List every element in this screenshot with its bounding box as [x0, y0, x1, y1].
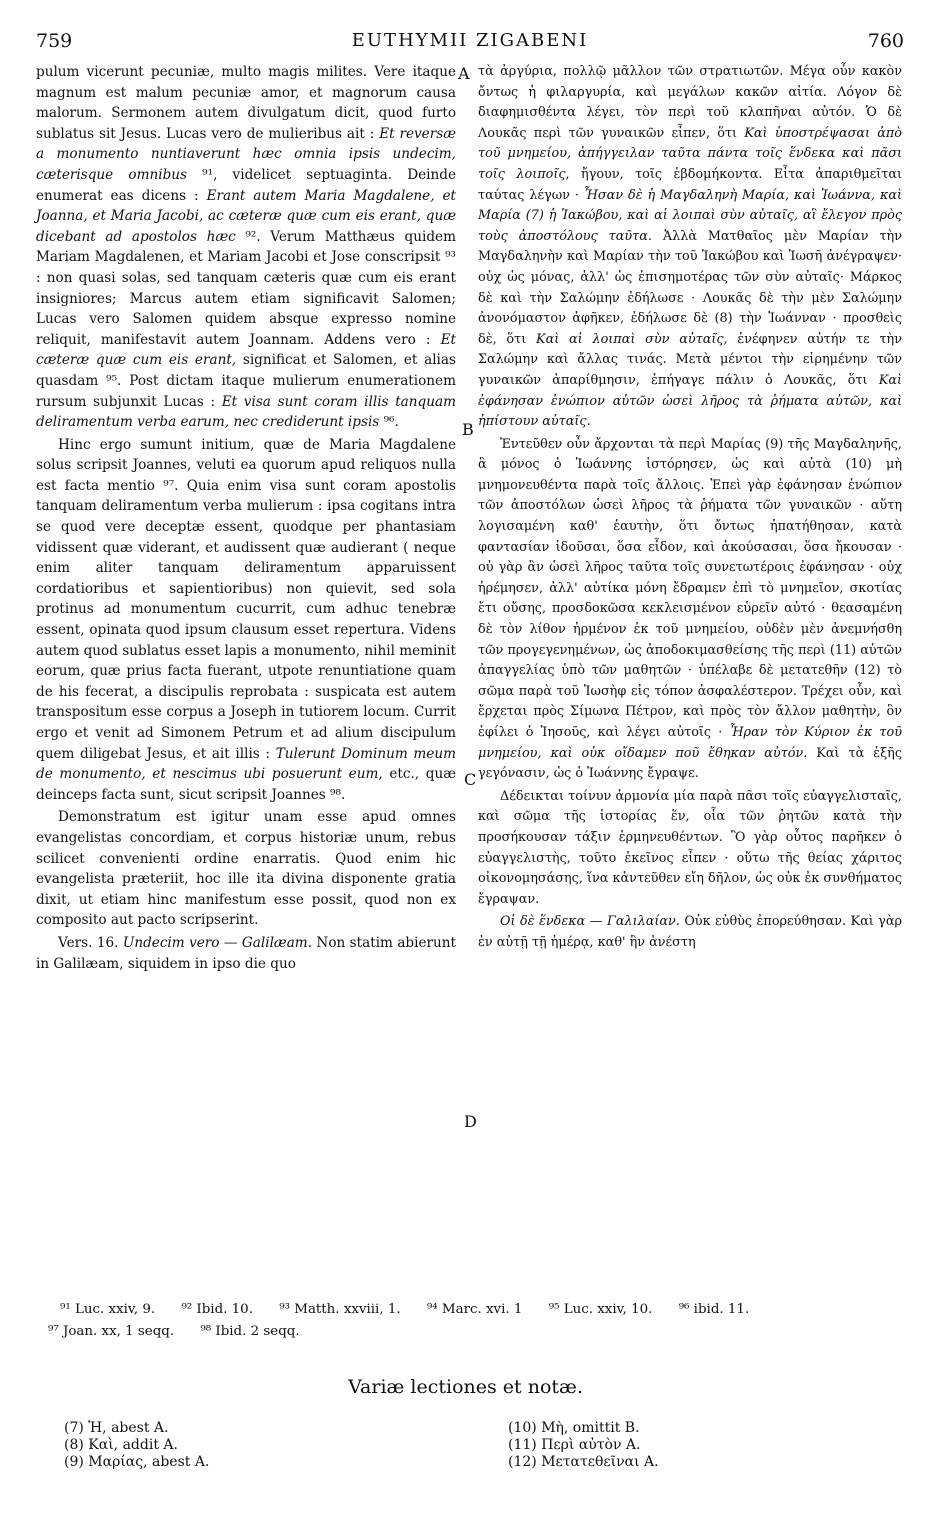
greek-text: Ἀλλὰ Ματθαῖος μὲν Μαρίαν τὴν Μαγδαληνὴν καὶ Μαρίαν τὴν τοῦ Ἰακώβου καὶ Ἰωσῆ ἀνέγραψεν· οὐχ ὡς μόνας, ἀλλ' ὡς ἐπισημοτέρας τῶν σὺν αὐταῖς· Μάρκος δὲ καὶ τὴν Σαλώμην ἐδήλωσε · Λουκᾶς δὲ τὴν μὲν Σαλώμην ἀνονόμαστον ἀφῆκεν, ἐδήλωσε δὲ (8) τὴν Ἰωάνναν · προσθεὶς δὲ, ὅτι	[478, 228, 902, 347]
latin-column	[36, 62, 456, 974]
latin-quote: Et cæteræ quæ cum eis erant,	[36, 331, 456, 369]
latin-text: ⁹². Verum Matthæus quidem Mariam Magdalenen, et Mariam Jacobi et Jose conscripsit ⁹³ : non quasi solas, sed tanquam cæteris quæ cum eis erant insigniores; Marcus autem etiam significavit Salomen; Lucas vero Salomen quidem absque expresso nomine reliquit, manifestavit autem Joannam. Addens vero :	[36, 228, 456, 348]
latin-quote: Undecim vero — Galilæam.	[122, 934, 313, 951]
page-number-left: 759	[36, 30, 73, 52]
variant-note: (12) Μετατεθεῖναι A.	[508, 1454, 659, 1470]
greek-paragraph-2	[478, 435, 902, 785]
greek-paragraph-3	[478, 787, 902, 911]
running-title: EUTHYMII ZIGABENI	[351, 30, 589, 51]
latin-quote: Erant autem Maria Magdalene, et Joanna, et Maria Jacobi, ac cæteræ quæ cum eis erant, quæ dicebant ad apostolos hæc	[36, 187, 457, 245]
greek-quote: Ἦσαν δὲ ἡ Μαγδαληνὴ Μαρία, καὶ Ἰωάννα, καὶ Μαρία (7) ἡ Ἰακώβου, καὶ αἱ λοιπαὶ σὺν αὐταῖς, αἳ ἔλεγον πρὸς τοὺς ἀποστόλους ταῦτα.	[478, 187, 902, 244]
footnote: ⁹³ Matth. xxviii, 1.	[279, 1302, 401, 1317]
latin-quote: Et reversæ a monumento nuntiaverunt hæc omnia ipsis undecim, cæterisque omnibus	[36, 125, 456, 183]
greek-text: , ἤγουν, τοῖς ἑβδομήκοντα. Εἶτα ἀπαριθμεῖται ταύτας λέγων ·	[478, 166, 902, 203]
marker-b: B	[462, 420, 474, 439]
footnote: ⁹² Ibid. 10.	[181, 1302, 253, 1317]
latin-quote: Tulerunt Dominum meum de monumento, et nescimus ubi posuerunt eum	[36, 745, 456, 783]
greek-text: Οὐκ εὐθὺς ἐπορεύθησαν. Καὶ γὰρ ἐν αὐτῇ τῇ ἡμέρᾳ, καθ' ἣν ἀνέστη	[478, 914, 902, 950]
greek-quote: Οἱ δὲ ἕνδεκα — Γαλιλαίαν.	[500, 914, 680, 930]
greek-paragraph-1	[478, 62, 902, 433]
greek-text: τὰ ἀργύρια, πολλῷ μᾶλλον τῶν στρατιωτῶν. Μέγα οὖν κακὸν ὄντως ἡ φιλαργυρία, καὶ μεγάλων κακῶν αἰτία. Λόγον δὲ διαφημισθέντα λέγει, τὸν περὶ τοῦ κλαπῆναι αὐτόν. Ὁ δὲ Λουκᾶς περὶ τῶν γυναικῶν εἶπεν, ὅτι	[478, 64, 902, 141]
footnote: ⁹¹ Luc. xxiv, 9.	[60, 1302, 156, 1317]
variant-note: (11) Περὶ αὐτὸν A.	[508, 1437, 641, 1453]
latin-text: significat et Salomen, et alias quasdam ⁹⁵. Post dictam itaque mulierum enumerationem rursum subjunxit Lucas :	[36, 352, 456, 410]
latin-text: pulum vicerunt pecuniæ, multo magis milites. Vere itaque magnum est malum pecuniæ amor, et magnorum causa malorum. Sermonem autem divulgatum dicit, quod furto sublatus sit Jesus. Lucas vero de mulieribus ait :	[36, 64, 456, 142]
latin-text: Demonstratum est igitur unam esse apud omnes evangelistas concordiam, et corpus historiæ unum, rebus scilicet convenienti ordine enarratis. Quod enim hic evangelista præteriit, hoc ille ita divina disponente gratia dixit, ut etiam hinc manifestum esse possit, quod non ex composito aut pacto scripserint.	[36, 809, 456, 929]
footnote: ⁹⁷ Joan. xx, 1 seqq.	[48, 1324, 175, 1339]
variant-note: (10) Μὴ, omittit B.	[508, 1420, 640, 1436]
variant-note: (8) Καὶ, addit A.	[64, 1437, 178, 1453]
variae-title: Variæ lectiones et notæ.	[348, 1376, 583, 1398]
footnote: ⁹⁴ Marc. xvi. 1	[426, 1302, 523, 1317]
latin-text: Non statim abierunt in Galilæam, siquidem in ipso die quo	[36, 934, 457, 972]
footnote: ⁹⁸ Ibid. 2 seqq.	[200, 1324, 300, 1339]
verse-reference: Vers. 16.	[58, 934, 123, 951]
greek-text: Καὶ τὰ ἑξῆς γεγόνασιν, ὡς ὁ Ἰωάννης ἔγραψε.	[478, 745, 902, 782]
greek-quote: Καὶ ὑποστρέψασαι ἀπὸ τοῦ μνημείου, ἀπήγγειλαν ταῦτα πάντα τοῖς ἕνδεκα καὶ πᾶσι τοῖς λοιποῖς	[478, 125, 902, 182]
greek-quote: Ἦραν τὸν Κύριον ἐκ τοῦ μνημείου, καὶ οὐκ οἴδαμεν ποῦ ἔθηκαν αὐτόν.	[478, 725, 902, 761]
latin-text: , etc., quæ deinceps facta sunt, sicut scripsit Joannes ⁹⁸.	[36, 766, 456, 803]
greek-text: Δέδεικται τοίνυν ἁρμονία μία παρὰ πᾶσι τοῖς εὐαγγελισταῖς, καὶ σῶμα τῆς ἱστορίας ἕν, οἷα τῶν ῥητῶν κατὰ τὴν προσήκουσαν τάξιν ἑρμηνευθέντων. Ὃ γὰρ οὗτος παρῆκεν ὁ εὐαγγελιστὴς, τοῦτο ἐκεῖνος εἶπεν · οὕτω τῆς θείας χάριτος οἰκονομησάσης, ἵνα κἀντεῦθεν εἴη δῆλον, ὡς οὐκ ἐκ συνθήματος ἔγραψαν.	[478, 788, 902, 907]
greek-quote: Καὶ αἱ λοιπαὶ σὺν αὐταῖς,	[536, 331, 728, 347]
latin-text: ⁹⁶.	[379, 414, 399, 431]
variae-right-column	[508, 1420, 659, 1471]
greek-quote: Καὶ ἐφάνησαν ἐνώπιον αὐτῶν ὡσεὶ λῆρος τὰ ῥήματα αὐτῶν, καὶ ἠπίστουν αὐταῖς.	[478, 372, 902, 430]
latin-quote: Et visa sunt coram illis tanquam deliramentum verba earum, nec crediderunt ipsis	[36, 393, 456, 431]
page-number-right: 760	[867, 30, 904, 52]
greek-text: ἐνέφηνεν αὐτήν τε τὴν Σαλώμην καὶ ἄλλας τινάς. Μετὰ μέντοι τὴν εἰρημένην τῶν γυναικῶν ἀπαρίθμησιν, ἐπήγαγε πάλιν ὁ Λουκᾶς, ὅτι	[478, 331, 903, 388]
latin-paragraph-2	[36, 435, 456, 806]
marker-c: C	[464, 770, 477, 789]
greek-column	[478, 62, 902, 954]
latin-text: Hinc ergo sumunt initium, quæ de Maria Magdalene solus scripsit Joannes, veluti ea quorum apud reliquos nulla est facta mentio ⁹⁷. Quia enim visa sunt coram apostolis tanquam deliramentum verba mulierum : ipsa cogitans intra se quod vere deceptæ essent, quodque per phantasiam vidissent quæ viderant, et audissent quæ audierant ( neque enim aliter tanquam deliramentum apparuissent cordatioribus et sapientioribus) non quievit, sed sola protinus ad monumentum cucurrit, cum adhuc tenebræ essent, opinata quod ipsum clausum esset repertura. Videns autem quod sublatus esset lapis a monumento, nihil meminit eorum, quæ prius facta fuerant, utpote renuntiatione quam de his fecerat, a discipulis reprobata : suspicata est autem transpositum esse corpus a Joseph in tutiorem locum. Currit ergo et venit ad Simonem Petrum et ad alium discipulum quem diligebat Jesus, et ait illis :	[36, 436, 456, 762]
variae-left-column	[64, 1420, 209, 1471]
page-header	[36, 30, 904, 56]
footnote: ⁹⁵ Luc. xxiv, 10.	[548, 1302, 653, 1317]
latin-text: ⁹¹, videlicet septuaginta. Deinde enumerat eas dicens :	[36, 166, 456, 204]
latin-paragraph-3	[36, 807, 456, 931]
variant-note: (9) Μαρίας, abest A.	[64, 1454, 210, 1470]
variant-note: (7) Ἡ, abest A.	[64, 1420, 169, 1436]
greek-text: Ἐντεῦθεν οὖν ἄρχονται τὰ περὶ Μαρίας (9) τῆς Μαγδαληνῆς, ἃ μόνος ὁ Ἰωάννης ἱστόρησεν, ὡς καὶ αὐτὰ (10) μὴ μνημονευθέντα παρὰ τοῖς ἄλλοις. Ἐπεὶ γὰρ ἐφάνησαν ἐνώπιον τῶν ἀποστόλων ὡσεὶ λῆρος τὰ ῥήματα τῶν γυναικῶν · αὕτη λογισαμένη καθ' ἑαυτὴν, ὅτι ὄντως ἠπατήθησαν, κατὰ φαντασίαν ἰδοῦσαι, ὅσα εἶδον, καὶ ἀκούσασαι, ὅσα ἤκουσαν · οὐ γὰρ ἂν ὡσεὶ λῆρος ταῦτα τοῖς συνετωτέροις ἐφάνησαν · οὐχ ἠρέμησεν, ἀλλ' αὐτίκα μόνη ἔδραμεν ἐπὶ τὸ μνημεῖον, σκοτίας ἔτι οὔσης, προσδοκῶσα κεκλεισμένον εὑρεῖν αὐτό · θεασαμένη δὲ τὸν λίθον ἠρμένον ἐκ τοῦ μνημείου, οὐδὲν μὲν ἀνεμνήσθη τῶν προγεγενημένων, ὡς ἀποδοκιμασθείσης τῆς περὶ (11) αὐτῶν ἀπαγγελίας ὑπὸ τῶν μαθητῶν · ὑπέλαβε δὲ μετατεθῆν (12) τὸ σῶμα παρὰ τοῦ Ἰωσὴφ εἰς τόπον ἀσφαλέστερον. Τρέχει οὖν, καὶ ἔρχεται πρὸς Σίμωνα Πέτρον, καὶ πρὸς τὸν ἄλλον μαθητὴν, ὃν ἐφίλει ὁ Ἰησοῦς, καὶ λέγει αὐτοῖς ·	[478, 436, 902, 740]
latin-paragraph-4	[36, 933, 456, 974]
latin-paragraph-1	[36, 62, 456, 433]
footnotes-line-1	[60, 1300, 920, 1320]
footnote: ⁹⁶ ibid. 11.	[678, 1302, 750, 1317]
marker-a: A	[458, 64, 470, 83]
footnotes-line-2	[48, 1322, 908, 1342]
marker-d: D	[464, 1112, 477, 1131]
greek-paragraph-4	[478, 912, 902, 953]
